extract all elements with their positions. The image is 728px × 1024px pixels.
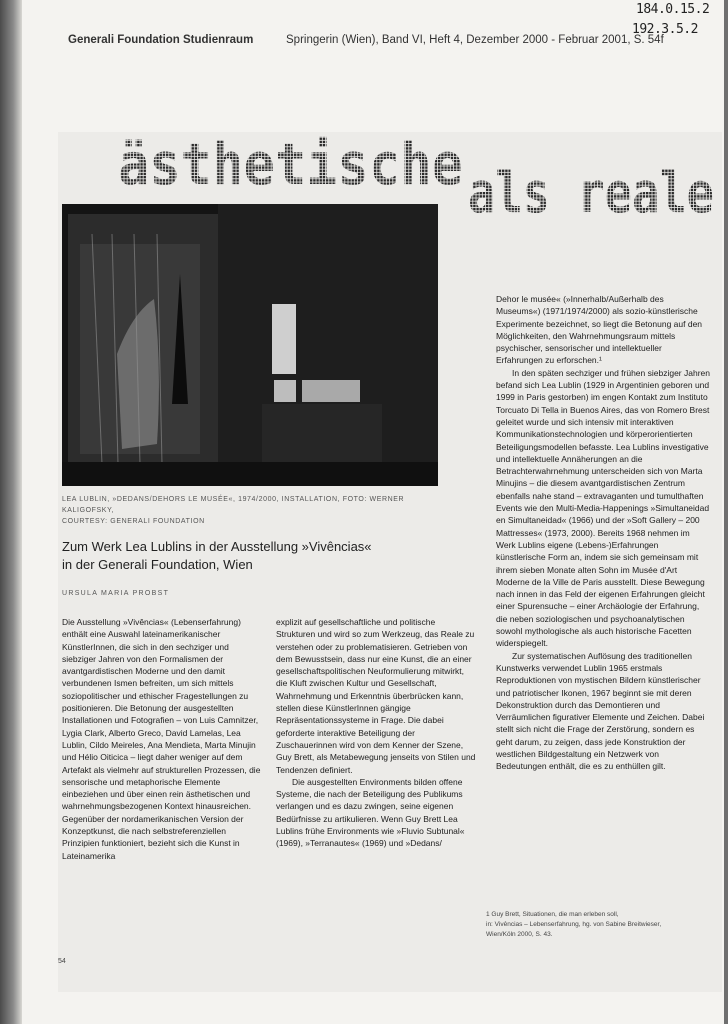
photo-caption-line-1: LEA LUBLIN, »DEDANS/DEHORS LE MUSÉE«, 1974/2000, INSTALLATION, FOTO: WERNER KALIGOFSKY, [62,496,405,514]
text-column-2 [276,616,476,850]
archive-label: Generali Foundation Studienraum [68,34,254,46]
article-author: URSULA MARIA PROBST [62,590,170,597]
photo-caption [62,494,452,527]
photo-caption-line-2: COURTESY: GENERALI FOUNDATION [62,518,205,525]
footnote-line-1: 1 Guy Brett, Situationen, die man erleben soll, [486,911,619,918]
paragraph: In den späten sechziger und frühen siebziger Jahren befand sich Lea Lublin (1929 in Argentinien geboren und 1999 in Paris gestorben) im engen Kontakt zum Instituto Torcuato Di Tella in Buenos Aires, das von Romero Brest geleitet wurde und sich intensiv mit interaktiven Kommunikationstechnologien und körperorientierten Beteiligungsmodellen befasste. Lea Lublins investigative und intellektuelle Annäherungen an die Betrachterwahrnehmung unterscheiden sich von Marta Minujins – die diesem avantgardistischen Zentrum ebenfalls nahe stand – extravaganten und tumulthaften Events wie den Multi-Media-Happenings »Simultaneidad en Simultaneidad« (1966) und der »Soft Gallery – 200 Mattresses« (1973, 2000). Bereits 1968 nehmen im Werk Lublins eigene (Lebens-)Erfahrungen künstlerische Form an, indem sie sich gemeinsam mit ihrem sieben Monate alten Sohn im Musée d'Art Moderne de la Ville de Paris ausstellt. Diese Bewegung nach innen in das Feld der eigenen Erfahrungen gleicht einer Spurensuche – einer Archäologie der Erfahrung, die neben soziologischen und psychoanalytischen sowohl mythologische als auch historische Facetten widerspiegelt. [496,367,710,649]
paragraph: Dehor le musée« (»Innerhalb/Außerhalb des Museums«) (1971/1974/2000) als sozio-künstlerische Experimente bezeichnet, so liegt die Betonung auf den Möglichkeiten, den Wahrnehmungsraum mittels psychischer, sensorischer und intellektueller Erfahrungen zu erforschen.¹ [496,294,703,366]
paragraph: explizit auf gesellschaftliche und politische Strukturen und wird so zum Werkzeug, das Reale zu verstehen oder zu problematisieren. Getrieben von dem Bewusstsein, dass nur eine Kunst, die an einer gesellschaftspolitischen Neuformulierung mitwirkt, die Kluft zwischen Kultur und Gesellschaft, Wahrnehmung und Erkenntnis überbrücken kann, stellen diese KünstlerInnen gängige Repräsentationssysteme in Frage. Die dabei geforderte interaktive Beteiligung der Zuschauerinnen wird von dem Kenner der Szene, Guy Brett, als Metabewegung jenseits von Stilen und Tendenzen definiert. [276,617,476,775]
installation-photo [62,204,438,486]
footnote-line-2: in: Vivências – Lebenserfahrung, hg. von Sabine Breitwieser, [486,921,662,928]
footnote [486,910,716,940]
paragraph: Die Ausstellung »Vivências« (Lebenserfahrung) enthält eine Auswahl lateinamerikanischer KünstlerInnen, die sich in den sechziger und siebziger Jahren von den Formalismen der avantgardistischen Moderne und den damit verbundenen Ismen befreiten, um sich mittels soziopolitischer und ethischer Fragestellungen zu positionieren. Die Betonung der ausgestellten Installationen und Fotografien – von Luis Camnitzer, Lygia Clark, Alberto Greco, David Lamelas, Lea Lublin, Cildo Meireles, Ana Mendieta, Marta Minujin und Hélio Oiticica – liegt daher weniger auf dem Artefakt als vielmehr auf strukturellen Prozessen, die sensorische und metaphorische Elemente einbeziehen und über einen rein ästhetischen und wahrnehmungsbezogenen Kontext hinausreichen. Gegenüber der nordamerikanischen Version der Konzeptkunst, die nach selbstreferenziellen Prinzipien funktioniert, bezieht sich die Kunst in Lateinamerika [62,617,261,861]
scan-edge-shadow [0,0,22,1024]
handwritten-note-2: 192.3.5.2 [632,22,698,37]
headline-part-1: ästhetische [118,130,463,198]
text-column-1 [62,616,264,862]
article-title [62,538,472,574]
headline-part-2: als reale [468,161,714,218]
article-title-line-2: in der Generali Foundation, Wien [62,557,253,572]
paragraph: Die ausgestellten Environments bilden offene Systeme, die nach der Beteiligung des Publikums verlangen und es dazu zwingen, seine eigenen Bedürfnisse zu artikulieren. Wenn Guy Brett Lea Lublins frühe Environments wie »Fluvio Subtunal« (1969), »Terranautes« (1969) und »Dedans/ [276,776,465,849]
footnote-line-3: Wien/Köln 2000, S. 43. [486,931,553,938]
handwritten-note-1: 184.0.15.2 [636,2,710,17]
paragraph: Zur systematischen Auflösung des traditionellen Kunstwerks verwendet Lublin 1965 erstmals Reproduktionen von mystischen Bildern künstlerischer und patriotischer Ikonen, 1967 beginnt sie mit deren Dekonstruktion durch das Demontieren und Verräumlichen figurativer Elemente und Zeichen. Dabei stellt sich nicht die Frage der Zerstörung, sondern es geht darum, zu zeigen, dass jede Konstruktion der westlichen Bildgestaltung ein Netzwerk von Bedeutungen enthält, die es zu enthüllen gilt. [496,650,705,772]
source-citation: Springerin (Wien), Band VI, Heft 4, Dezember 2000 - Februar 2001, S. 54f [286,34,664,46]
page-number: 54 [58,958,66,965]
article-title-line-1: Zum Werk Lea Lublins in der Ausstellung »Vivências« [62,539,372,554]
text-column-3 [496,293,710,773]
